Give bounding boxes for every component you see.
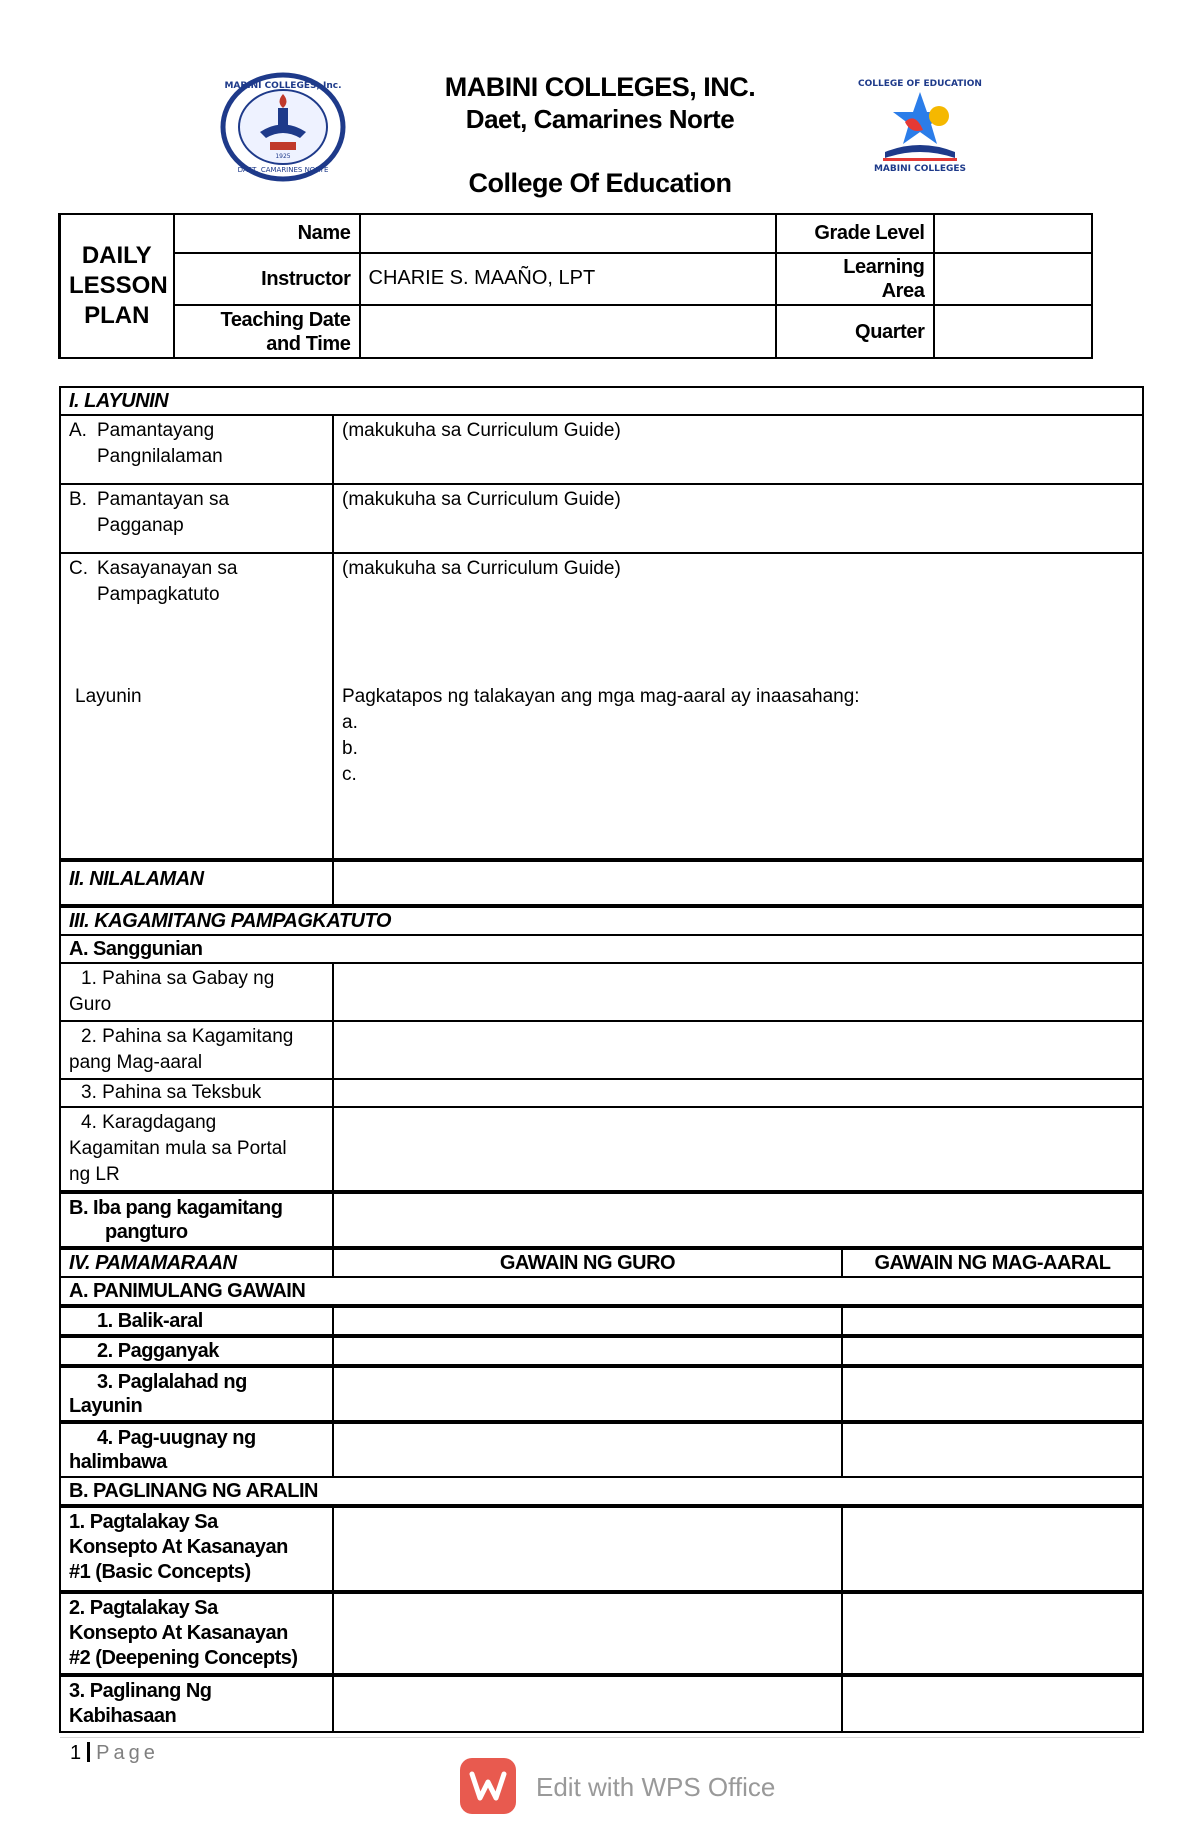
college-name: College Of Education xyxy=(468,168,732,198)
panimula-item-4-magaaral[interactable] xyxy=(842,1422,1143,1477)
wps-label: Edit with WPS Office xyxy=(536,1772,776,1802)
learning-area-field[interactable] xyxy=(934,253,1092,306)
nilalaman-field[interactable] xyxy=(333,860,1143,906)
paglinang-item-2: 2. Pagtalakay Sa Konsepto At Kasanayan #2 (Deepening Concepts) xyxy=(60,1592,333,1675)
kagamitan-item-1: 1. Pahina sa Gabay ng Guro xyxy=(60,963,333,1021)
layunin-row-b-label: B. Pamantayan sa Pagganap xyxy=(60,484,333,553)
layunin-row-c-content[interactable]: (makukuha sa Curriculum Guide) Pagkatapos ng talakayan ang mga mag-aaral ay inaasahang: a. b. c. xyxy=(333,553,1143,860)
kagamitan-item-3: 3. Pahina sa Teksbuk xyxy=(60,1079,333,1107)
paglinang-item-3-guro[interactable] xyxy=(333,1675,842,1732)
panimula-item-3-guro[interactable] xyxy=(333,1366,842,1422)
kagamitan-item-4: 4. Karagdagang Kagamitan mula sa Portal ng LR xyxy=(60,1107,333,1192)
paglinang-item-1-magaaral[interactable] xyxy=(842,1506,1143,1592)
iba-pang-kagamitan-field[interactable] xyxy=(333,1192,1143,1248)
school-name: MABINI COLLEGES, INC. xyxy=(444,72,756,102)
paglinang-item-2-magaaral[interactable] xyxy=(842,1592,1143,1675)
panimula-item-1-guro[interactable] xyxy=(333,1306,842,1336)
quarter-field[interactable] xyxy=(934,305,1092,358)
panimula-item-3-magaaral[interactable] xyxy=(842,1366,1143,1422)
panimula-item-1-magaaral[interactable] xyxy=(842,1306,1143,1336)
objective-item: b. xyxy=(342,738,358,759)
paglinang-item-3-magaaral[interactable] xyxy=(842,1675,1143,1732)
panimula-item-4-guro[interactable] xyxy=(333,1422,842,1477)
kagamitan-item-4-field[interactable] xyxy=(333,1107,1143,1192)
grade-level-label: Grade Level xyxy=(776,214,934,253)
paglinang-item-2-guro[interactable] xyxy=(333,1592,842,1675)
wps-office-icon xyxy=(460,1758,516,1814)
teaching-date-label: Teaching Date and Time xyxy=(174,305,360,358)
svg-text:MABINI COLLEGES: MABINI COLLEGES xyxy=(873,164,967,174)
kagamitan-item-3-field[interactable] xyxy=(333,1079,1143,1107)
svg-text:DAET, CAMARINES NORTE: DAET, CAMARINES NORTE xyxy=(237,166,329,174)
paglinang-item-3: 3. Paglinang Ng Kabihasaan xyxy=(60,1675,333,1732)
sanggunian-heading: A. Sanggunian xyxy=(60,935,1143,963)
panimula-item-1: 1. Balik-aral xyxy=(60,1306,333,1336)
kagamitan-item-2-field[interactable] xyxy=(333,1021,1143,1079)
daily-lesson-plan-title: DAILY LESSON PLAN xyxy=(60,214,174,358)
teaching-date-field[interactable] xyxy=(360,305,776,358)
panimulang-gawain-heading: A. PANIMULANG GAWAIN xyxy=(60,1277,1143,1306)
instructor-label: Instructor xyxy=(174,253,360,306)
name-field[interactable] xyxy=(360,214,776,253)
paglinang-item-1: 1. Pagtalakay Sa Konsepto At Kasanayan #1 (Basic Concepts) xyxy=(60,1506,333,1592)
college-of-education-logo-icon xyxy=(855,72,985,182)
name-label: Name xyxy=(174,214,360,253)
footer-divider xyxy=(60,1737,1140,1738)
section-pamamaraan-heading: IV. PAMAMARAAN xyxy=(60,1248,333,1277)
section-layunin-heading: I. LAYUNIN xyxy=(60,387,1143,415)
layunin-row-b-content[interactable]: (makukuha sa Curriculum Guide) xyxy=(333,484,1143,553)
layunin-row-a-content[interactable]: (makukuha sa Curriculum Guide) xyxy=(333,415,1143,484)
section-kagamitan-heading: III. KAGAMITANG PAMPAGKATUTO xyxy=(60,906,1143,935)
objective-item: c. xyxy=(342,764,357,785)
lesson-info-table xyxy=(58,213,1093,359)
panimula-item-3: 3. Paglalahad ng Layunin xyxy=(60,1366,333,1422)
paglinang-ng-aralin-heading: B. PAGLINANG NG ARALIN xyxy=(60,1477,1143,1506)
panimula-item-2: 2. Pagganyak xyxy=(60,1336,333,1366)
panimula-item-2-guro[interactable] xyxy=(333,1336,842,1366)
iba-pang-kagamitan-label: B. Iba pang kagamitang pangturo xyxy=(60,1192,333,1248)
objective-label: Layunin xyxy=(75,686,142,707)
kagamitan-item-2: 2. Pahina sa Kagamitang pang Mag-aaral xyxy=(60,1021,333,1079)
svg-text:1925: 1925 xyxy=(275,153,291,160)
layunin-row-c-label: C. Kasayanayan sa Pampagkatuto Layunin xyxy=(60,553,333,860)
svg-text:COLLEGE OF EDUCATION: COLLEGE OF EDUCATION xyxy=(858,79,982,89)
panimula-item-4: 4. Pag-uugnay ng halimbawa xyxy=(60,1422,333,1477)
grade-level-field[interactable] xyxy=(934,214,1092,253)
kagamitan-item-1-field[interactable] xyxy=(333,963,1143,1021)
column-gawain-ng-mag-aaral: GAWAIN NG MAG-AARAL xyxy=(842,1248,1143,1277)
instructor-field[interactable]: CHARIE S. MAAÑO, LPT xyxy=(360,253,776,306)
lesson-plan-table xyxy=(59,386,1144,1733)
svg-text:MABINI COLLEGES, Inc.: MABINI COLLEGES, Inc. xyxy=(224,81,342,91)
paglinang-item-1-guro[interactable] xyxy=(333,1506,842,1592)
section-nilalaman-heading: II. NILALAMAN xyxy=(60,860,333,906)
column-gawain-ng-guro: GAWAIN NG GURO xyxy=(333,1248,842,1277)
school-location: Daet, Camarines Norte xyxy=(465,104,735,134)
learning-area-label: Learning Area xyxy=(776,253,934,306)
layunin-row-a-label: A. Pamantayang Pangnilalaman xyxy=(60,415,333,484)
objective-intro: Pagkatapos ng talakayan ang mga mag-aaral ay inaasahang: xyxy=(342,686,860,707)
objective-item: a. xyxy=(342,712,358,733)
panimula-item-2-magaaral[interactable] xyxy=(842,1336,1143,1366)
quarter-label: Quarter xyxy=(776,305,934,358)
page-number: 1 Page xyxy=(70,1742,159,1764)
